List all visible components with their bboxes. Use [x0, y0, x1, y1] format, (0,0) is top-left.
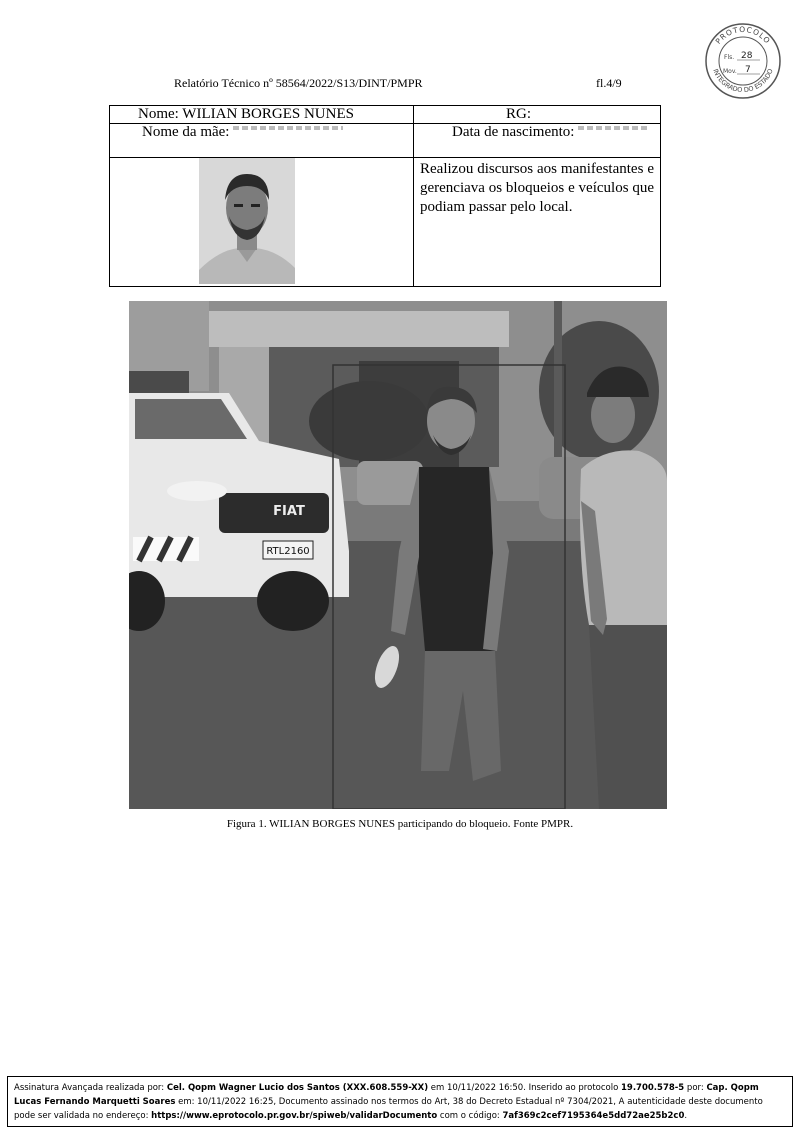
stamp-bottom-text: INTEGRADO DO ESTADO — [711, 67, 775, 95]
name-cell: Nome: WILIAN BORGES NUNES — [110, 106, 414, 124]
surveillance-photo — [129, 301, 667, 809]
page-number: fl.4/9 — [596, 76, 622, 90]
stamp-top-text: PROTOCOLO — [713, 24, 773, 46]
figure-caption: Figura 1. WILIAN BORGES NUNES participando do bloqueio. Fonte PMPR. — [226, 818, 574, 830]
footer-inserter: Cap. Qopm Lucas Fernando Marquetti Soares — [14, 1083, 759, 1107]
footer-validation-code: 7af369c2cef7195364e5dd72ae25b2c0 — [502, 1111, 685, 1121]
mother-label: Nome da mãe: — [142, 124, 230, 140]
footer-text-2: em 10/11/2022 16:50. Inserido ao protocolo — [428, 1083, 621, 1093]
footer-text-4: em: 10/11/2022 16:25, Documento assinado nos termos do Art, 38 do Decreto Estadual nº 7304/2021, A autenticidade deste documento pode ser validada no endereço: — [14, 1097, 763, 1121]
footer-validation-url[interactable]: https://www.eprotocolo.pr.gov.br/spiweb/validarDocumento — [151, 1111, 438, 1121]
signature-footer — [7, 1076, 793, 1127]
birth-label: Data de nascimento: — [452, 124, 575, 140]
footer-signer: Cel. Qopm Wagner Lucio dos Santos (XXX.608.559-XX) — [166, 1083, 429, 1093]
footer-text-1: Assinatura Avançada realizada por: — [14, 1083, 167, 1093]
redacted-mother-name — [233, 126, 343, 130]
report-number: Relatório Técnico nº 58564/2022/S13/DINT/PMPR — [174, 76, 423, 90]
footer-text-3: por: — [684, 1083, 707, 1093]
description-cell: Realizou discursos aos manifestantes e gerenciava os bloqueios e veículos que podiam passar pelo local. — [414, 158, 661, 287]
portrait-cell — [110, 158, 414, 287]
redacted-birth-date — [578, 126, 648, 130]
stamp-mov-value: 7 — [745, 65, 751, 75]
birth-cell — [414, 124, 661, 158]
footer-text-5: com o código: — [437, 1111, 503, 1121]
portrait-photo — [199, 158, 295, 284]
rg-cell: RG: — [414, 106, 661, 124]
protocol-stamp — [704, 22, 782, 100]
stamp-fls-label: Fls. — [724, 54, 735, 61]
footer-protocol-number: 19.700.578-5 — [621, 1083, 685, 1093]
stamp-fls-value: 28 — [741, 51, 753, 61]
mother-cell — [110, 124, 414, 158]
svg-text:PROTOCOLO — [714, 25, 773, 46]
stamp-mov-label: Mov. — [723, 68, 737, 75]
truck-plate: RTL2160 — [266, 546, 310, 557]
person-info-table — [109, 105, 661, 287]
truck-brand: FIAT — [273, 504, 305, 519]
footer-text-6: . — [684, 1111, 688, 1121]
